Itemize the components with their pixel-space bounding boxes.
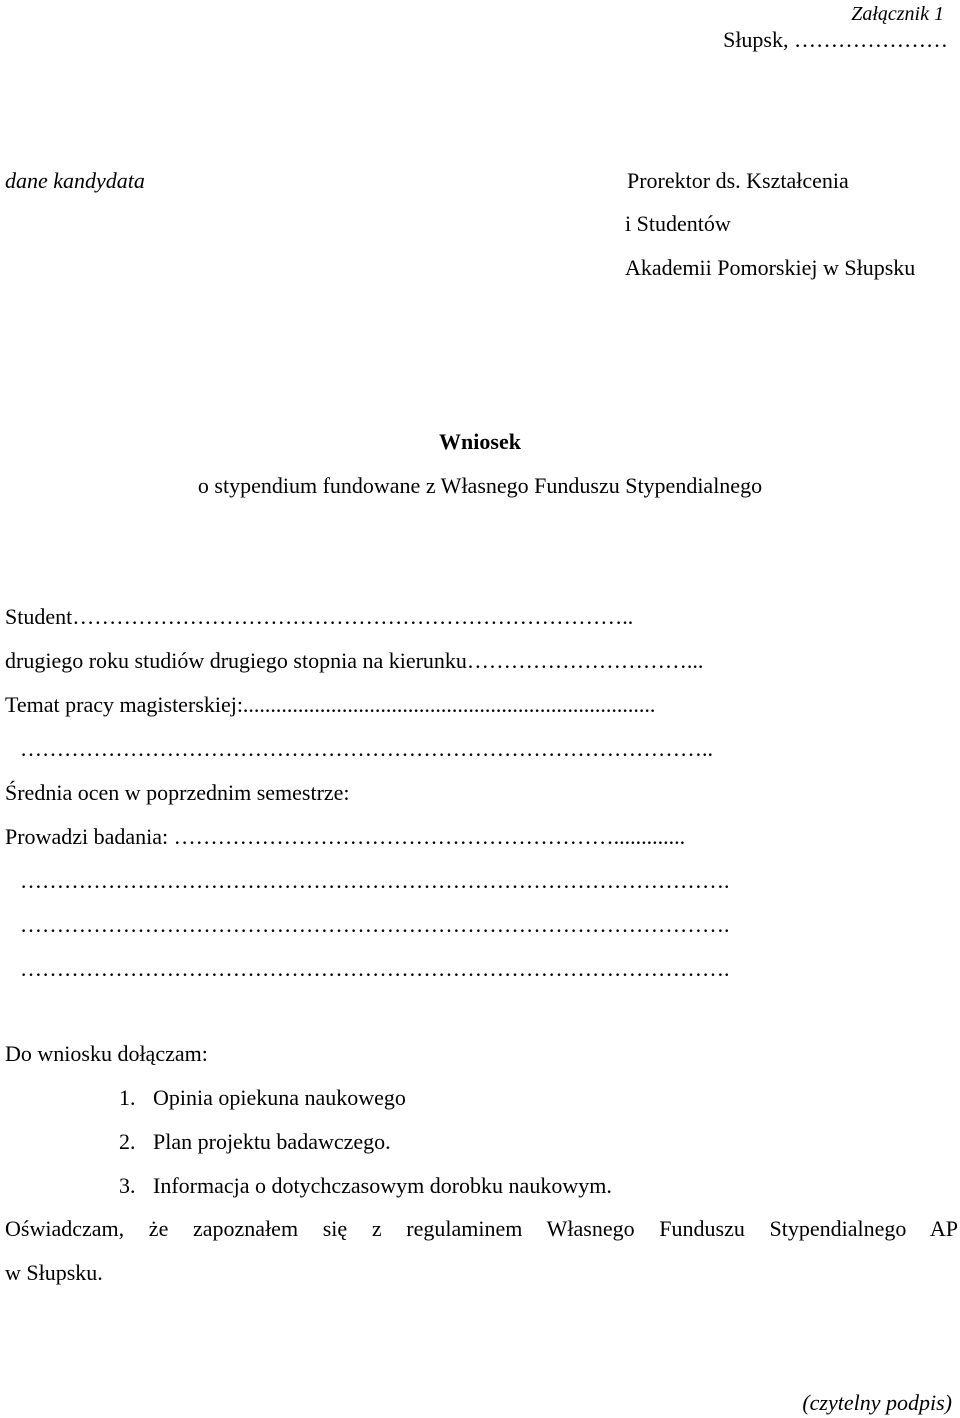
- addressee-line-3: Akademii Pomorskiej w Słupsku: [625, 255, 916, 280]
- list-number: 3.: [119, 1173, 136, 1198]
- grade-average-field: Średnia ocen w poprzednim semestrze:: [5, 780, 350, 805]
- addressee-line-2: i Studentów: [625, 211, 731, 236]
- declaration-line-1: Oświadczam, że zapoznałem się z regulaminem Własnego Funduszu Stypendialnego AP: [5, 1216, 958, 1241]
- student-field: Student…………………………………………………………………..: [5, 604, 634, 629]
- research-continuation-3: …………………………………………………………………………………….: [20, 956, 730, 981]
- thesis-topic-continuation: …………………………………………………………………………………..: [20, 736, 713, 761]
- list-item-text: Opinia opiekuna naukowego: [153, 1085, 406, 1110]
- signature-label: (czytelny podpis): [802, 1390, 952, 1415]
- declaration-line-2: w Słupsku.: [5, 1260, 103, 1285]
- research-continuation-1: …………………………………………………………………………………….: [20, 868, 730, 893]
- attachments-intro: Do wniosku dołączam:: [5, 1041, 208, 1066]
- research-continuation-2: …………………………………………………………………………………….: [20, 912, 730, 937]
- place-date: Słupsk, …………………: [723, 27, 948, 52]
- document-title: Wniosek: [439, 429, 521, 454]
- research-field: Prowadzi badania: …………………………………………………….............: [5, 824, 686, 849]
- study-year-field: drugiego roku studiów drugiego stopnia na kierunku…………………………...: [5, 648, 704, 673]
- addressee-line-1: Prorektor ds. Kształcenia: [627, 168, 849, 193]
- attachment-item-2: [119, 1131, 391, 1153]
- list-item-text: Plan projektu badawczego.: [153, 1129, 391, 1154]
- attachment-item-1: [119, 1087, 406, 1109]
- thesis-topic-field: Temat pracy magisterskiej:...........................................................................: [5, 692, 656, 717]
- attachment-item-3: [119, 1175, 612, 1197]
- attachment-label: Załącznik 1: [851, 3, 944, 25]
- list-item-text: Informacja o dotychczasowym dorobku naukowym.: [153, 1173, 612, 1198]
- list-number: 1.: [119, 1085, 136, 1110]
- candidate-data-label: dane kandydata: [5, 168, 145, 193]
- document-subtitle: o stypendium fundowane z Własnego Funduszu Stypendialnego: [197, 473, 763, 498]
- list-number: 2.: [119, 1129, 136, 1154]
